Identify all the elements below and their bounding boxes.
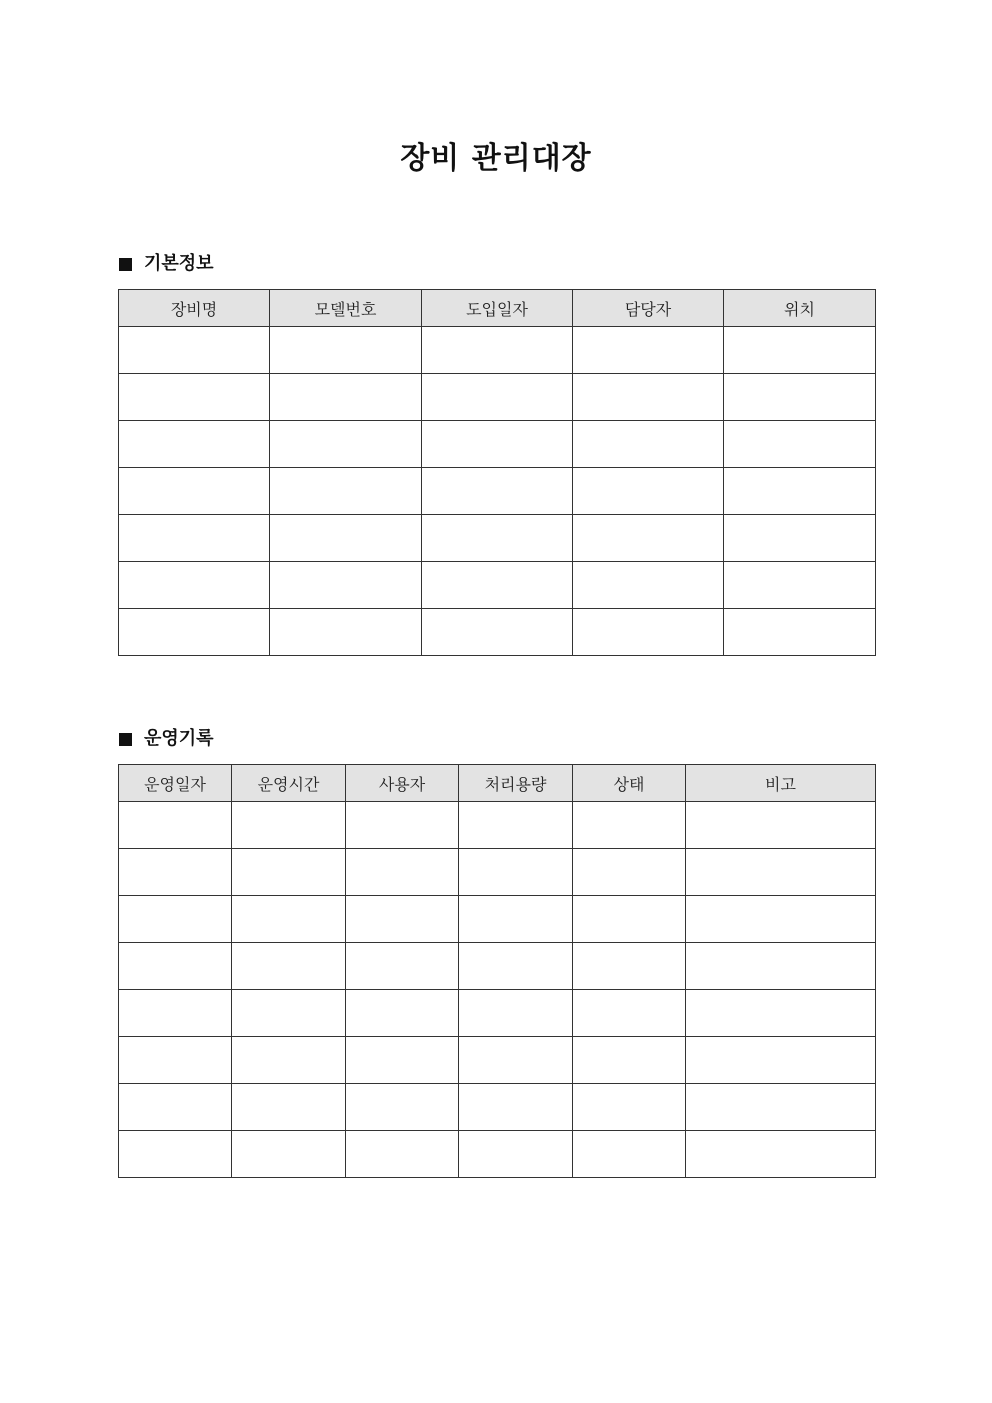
table-cell[interactable] [270, 421, 422, 468]
table-cell[interactable] [232, 802, 346, 849]
column-header-equipment-name: 장비명 [119, 290, 270, 327]
table-cell[interactable] [270, 609, 422, 656]
table-cell[interactable] [232, 1084, 346, 1131]
table-row [119, 849, 876, 896]
table-cell[interactable] [232, 943, 346, 990]
square-bullet-icon [119, 733, 132, 746]
section-heading-basic-info: 기본정보 [144, 253, 214, 274]
table-cell[interactable] [232, 896, 346, 943]
table-row [119, 943, 876, 990]
table-cell[interactable] [573, 515, 724, 562]
table-cell[interactable] [119, 943, 232, 990]
section-title-basic-info [119, 252, 214, 276]
table-row [119, 468, 876, 515]
table-cell[interactable] [724, 327, 876, 374]
table-cell[interactable] [346, 1084, 459, 1131]
table-cell[interactable] [724, 421, 876, 468]
table-row [119, 609, 876, 656]
table-cell[interactable] [724, 562, 876, 609]
table-cell[interactable] [232, 849, 346, 896]
table-cell[interactable] [422, 609, 573, 656]
table-cell[interactable] [119, 515, 270, 562]
table-cell[interactable] [573, 609, 724, 656]
column-header-introduction-date: 도입일자 [422, 290, 573, 327]
table-cell[interactable] [119, 849, 232, 896]
table-cell[interactable] [119, 468, 270, 515]
table-cell[interactable] [573, 943, 686, 990]
table-cell[interactable] [573, 1084, 686, 1131]
table-cell[interactable] [724, 609, 876, 656]
table-row [119, 421, 876, 468]
column-header-processing-capacity: 처리용량 [459, 765, 573, 802]
column-header-remarks: 비고 [686, 765, 876, 802]
table-cell[interactable] [270, 515, 422, 562]
table-cell[interactable] [422, 327, 573, 374]
table-cell[interactable] [346, 990, 459, 1037]
table-cell[interactable] [686, 1037, 876, 1084]
table-cell[interactable] [573, 802, 686, 849]
section-title-operation-log [119, 727, 214, 751]
table-cell[interactable] [724, 515, 876, 562]
basic-info-table [118, 289, 876, 656]
table-cell[interactable] [573, 1037, 686, 1084]
table-cell[interactable] [346, 1037, 459, 1084]
table-cell[interactable] [724, 374, 876, 421]
table-cell[interactable] [232, 990, 346, 1037]
table-cell[interactable] [686, 849, 876, 896]
table-cell[interactable] [459, 1131, 573, 1178]
table-cell[interactable] [459, 1084, 573, 1131]
column-header-operation-time: 운영시간 [232, 765, 346, 802]
table-cell[interactable] [573, 421, 724, 468]
table-row [119, 562, 876, 609]
table-cell[interactable] [119, 1131, 232, 1178]
table-cell[interactable] [270, 468, 422, 515]
table-cell[interactable] [119, 1084, 232, 1131]
table-row [119, 1037, 876, 1084]
table-cell[interactable] [459, 990, 573, 1037]
table-cell[interactable] [346, 896, 459, 943]
column-header-status: 상태 [573, 765, 686, 802]
table-cell[interactable] [459, 943, 573, 990]
table-row [119, 990, 876, 1037]
column-header-manager: 담당자 [573, 290, 724, 327]
table-cell[interactable] [422, 562, 573, 609]
table-cell[interactable] [346, 849, 459, 896]
table-cell[interactable] [573, 849, 686, 896]
table-row [119, 896, 876, 943]
table-cell[interactable] [119, 896, 232, 943]
table-cell[interactable] [686, 943, 876, 990]
table-cell[interactable] [724, 468, 876, 515]
page-title: 장비 관리대장 [400, 141, 592, 176]
table-cell[interactable] [573, 1131, 686, 1178]
table-cell[interactable] [346, 1131, 459, 1178]
table-cell[interactable] [686, 1131, 876, 1178]
table-cell[interactable] [270, 562, 422, 609]
table-cell[interactable] [459, 896, 573, 943]
table-row [119, 515, 876, 562]
table-cell[interactable] [686, 1084, 876, 1131]
table-row [119, 327, 876, 374]
table-cell[interactable] [232, 1037, 346, 1084]
table-cell[interactable] [119, 562, 270, 609]
table-cell[interactable] [686, 896, 876, 943]
table-cell[interactable] [422, 374, 573, 421]
table-row [119, 1131, 876, 1178]
table-cell[interactable] [232, 1131, 346, 1178]
table-cell[interactable] [686, 990, 876, 1037]
table-cell[interactable] [270, 374, 422, 421]
table-cell[interactable] [459, 802, 573, 849]
table-cell[interactable] [422, 421, 573, 468]
column-header-operation-date: 운영일자 [119, 765, 232, 802]
table-cell[interactable] [422, 468, 573, 515]
table-cell[interactable] [346, 802, 459, 849]
table-cell[interactable] [119, 374, 270, 421]
operation-log-table [118, 764, 876, 1178]
table-cell[interactable] [573, 896, 686, 943]
table-cell[interactable] [686, 802, 876, 849]
table-cell[interactable] [346, 943, 459, 990]
table-cell[interactable] [459, 1037, 573, 1084]
column-header-model-number: 모델번호 [270, 290, 422, 327]
table-cell[interactable] [573, 374, 724, 421]
table-cell[interactable] [422, 515, 573, 562]
table-cell[interactable] [573, 562, 724, 609]
table-cell[interactable] [119, 802, 232, 849]
table-row [119, 802, 876, 849]
column-header-user: 사용자 [346, 765, 459, 802]
table-cell[interactable] [119, 421, 270, 468]
table-cell[interactable] [119, 990, 232, 1037]
table-row [119, 374, 876, 421]
table-cell[interactable] [459, 849, 573, 896]
table-header-row [119, 765, 876, 802]
section-heading-operation-log: 운영기록 [144, 728, 214, 749]
table-cell[interactable] [119, 609, 270, 656]
table-cell[interactable] [573, 327, 724, 374]
table-header-row [119, 290, 876, 327]
table-cell[interactable] [573, 990, 686, 1037]
table-cell[interactable] [119, 327, 270, 374]
table-row [119, 1084, 876, 1131]
table-cell[interactable] [573, 468, 724, 515]
table-cell[interactable] [270, 327, 422, 374]
square-bullet-icon [119, 258, 132, 271]
table-cell[interactable] [119, 1037, 232, 1084]
column-header-location: 위치 [724, 290, 876, 327]
